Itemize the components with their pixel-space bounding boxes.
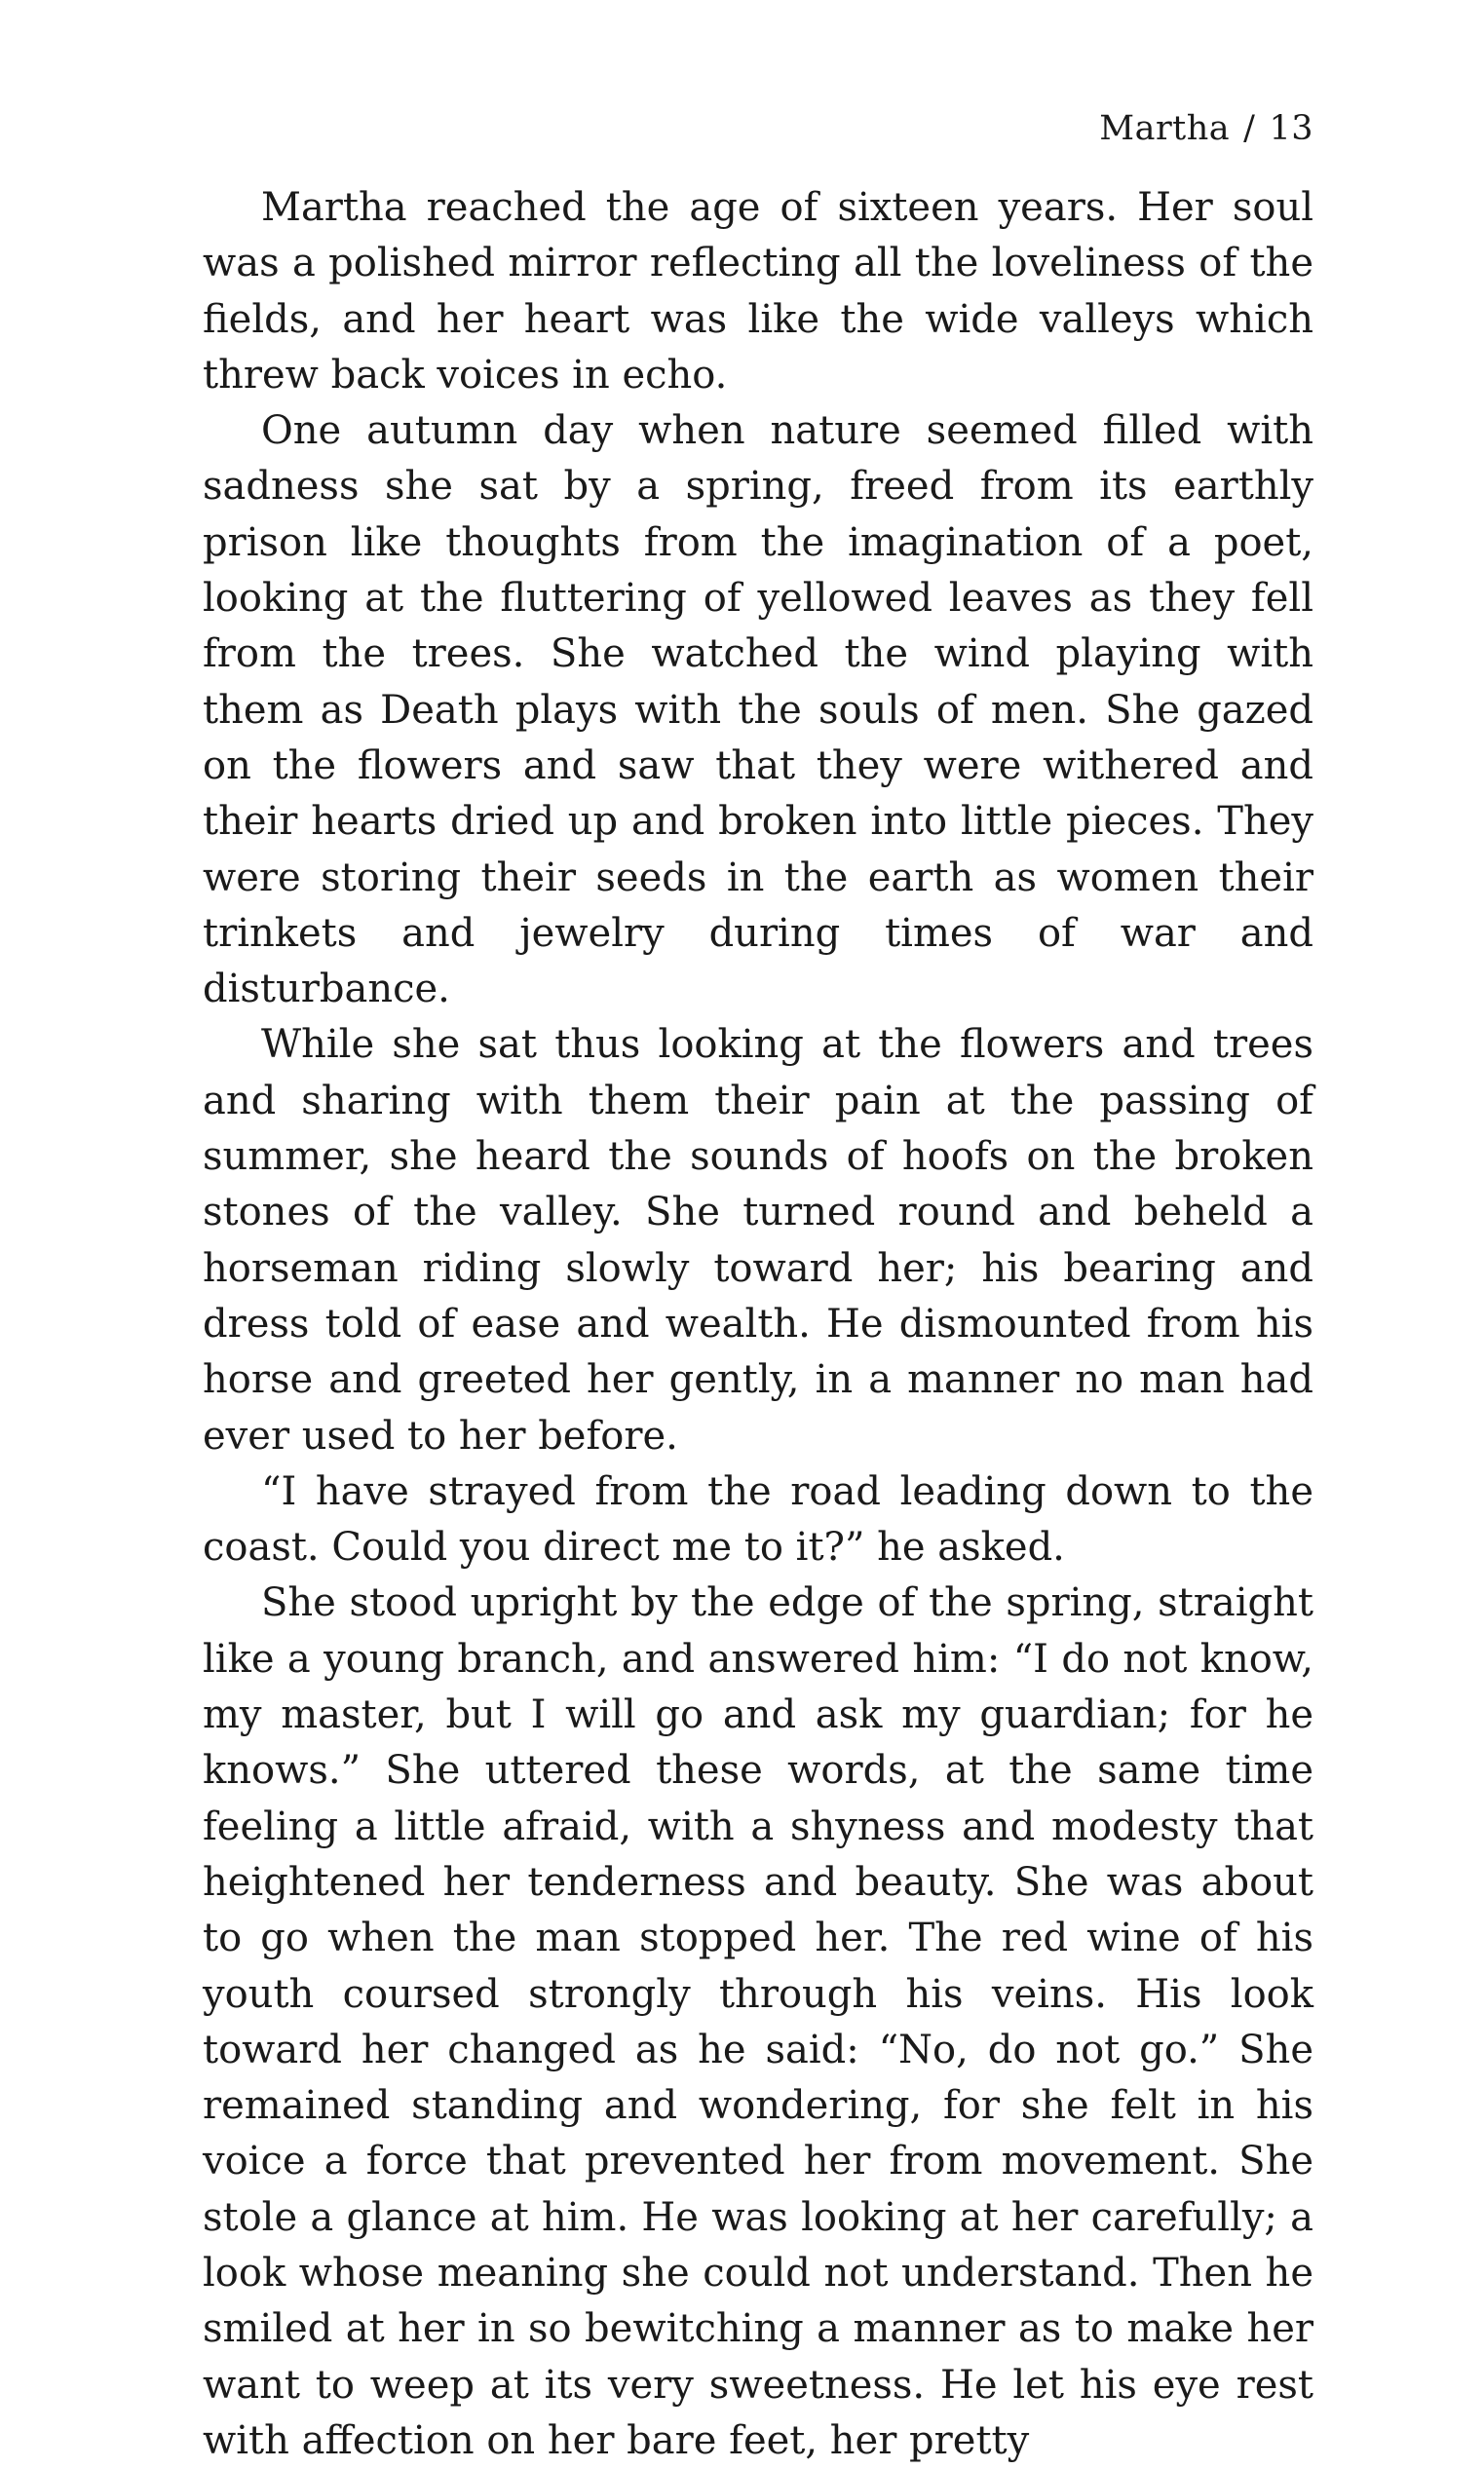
paragraph-3: While she sat thus looking at the flowers and trees and sharing with them their pain at the passing of summer, she heard the sounds of hoofs on the broken stones of the valley. She turned round and beheld a horseman riding slowly toward her; his bearing and dress told of ease and wealth. He dismounted from his horse and greeted her gently, in a manner no man had ever used to her before. (203, 1022, 1313, 1459)
paragraph-1: Martha reached the age of sixteen years. Her soul was a polished mirror reflecting all the loveliness of the fields, and her heart was like the wide valleys which threw back voices in echo. (203, 185, 1313, 398)
body-text (203, 180, 1313, 2469)
paragraph-4: “I have strayed from the road leading down to the coast. Could you direct me to it?” he asked. (203, 1468, 1313, 1571)
paragraph-2: One autumn day when nature seemed filled with sadness she sat by a spring, freed from its earthly prison like thoughts from the imagination of a poet, looking at the fluttering of yellowed leaves as they fell from the trees. She watched the wind playing with them as Death plays with the souls of men. She gazed on the flowers and saw that they were withered and their hearts dried up and broken into little pieces. They were storing their seeds in the earth as women their trinkets and jewelry during times of war and disturbance. (203, 408, 1313, 1012)
running-title: Martha (1099, 109, 1231, 148)
page-number: 13 (1269, 109, 1313, 148)
header-separator: / (1243, 109, 1256, 148)
running-head (1099, 109, 1313, 148)
paragraph-5: She stood upright by the edge of the spring, straight like a young branch, and answered him: “I do not know, my master, but I will go and ask my guardian; for he knows.” She uttered these words, at the same time feeling a little afraid, with a shyness and modesty that heightened her tenderness and beauty. She was about to go when the man stopped her. The red wine of his youth coursed strongly through his veins. His look toward her changed as he said: “No, do not go.” She remained standing and wondering, for she felt in his voice a force that prevented her from movement. She stole a glance at him. He was looking at her carefully; a look whose meaning she could not understand. Then he smiled at her in so bewitching a manner as to make her want to weep at its very sweetness. He let his eye rest with affection on her bare feet, her pretty (203, 1580, 1313, 2463)
